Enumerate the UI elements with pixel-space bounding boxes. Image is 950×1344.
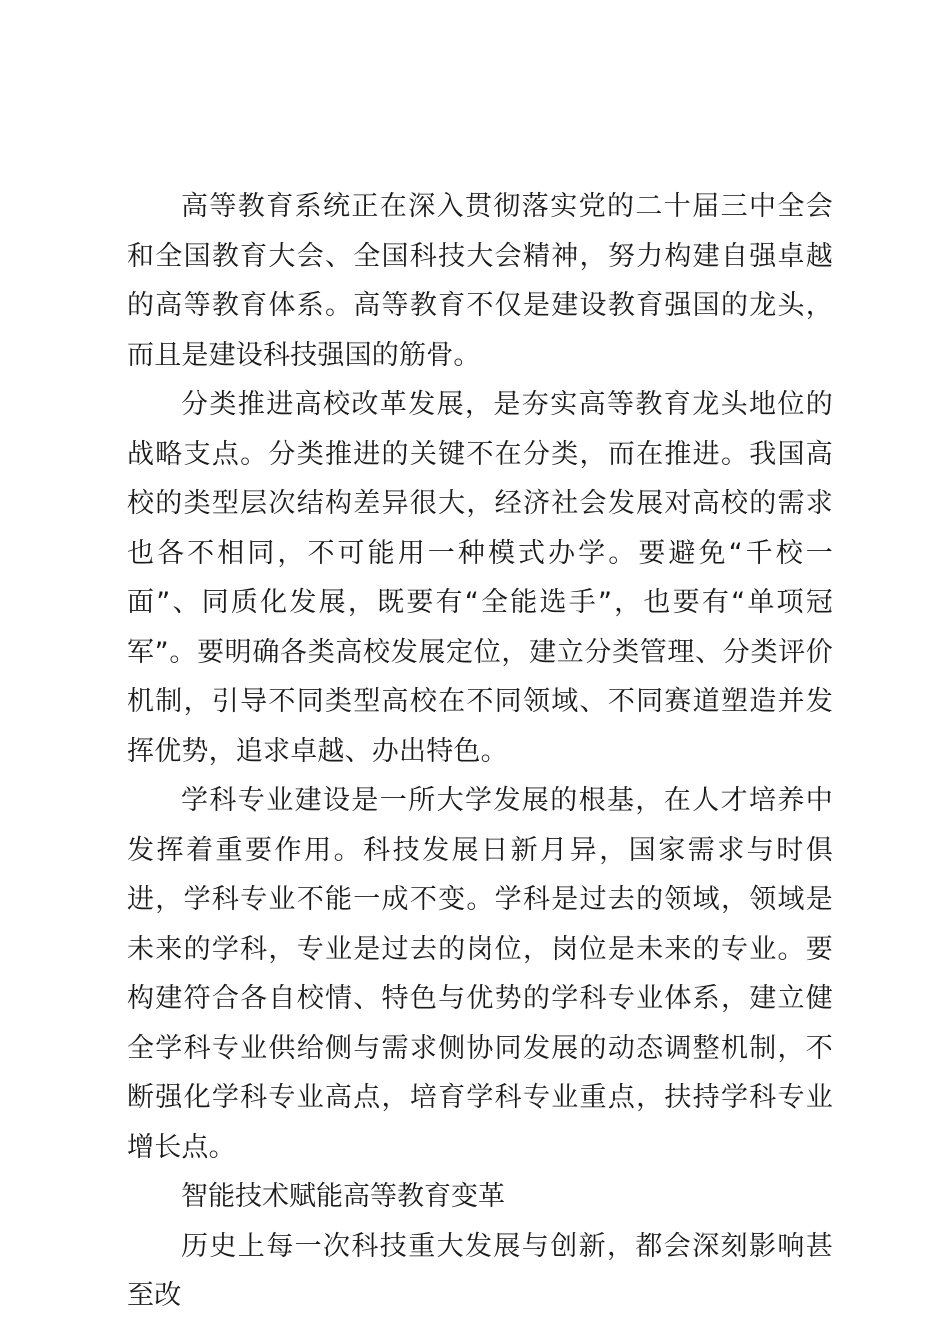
section-heading: 智能技术赋能高等教育变革 xyxy=(181,1181,505,1212)
paragraph-2: 分类推进高校改革发展，是夯实高等教育龙头地位的战略支点。分类推进的关键不在分类，而在推进。我国高校的类型层次结构差异很大，经济社会发展对高校的需求也各不相同，不可能用一种模式办学。要避免“千校一面”、同质化发展，既要有“全能选手”，也要有“单项冠军”。要明确各类高校发展定位，建立分类管理、分类评价机制，引导不同类型高校在不同领域、不同赛道塑造并发挥优势，追求卓越、办出特色。 xyxy=(127,389,833,767)
paragraph-4: 历史上每一次科技重大发展与创新，都会深刻影响甚至改 xyxy=(127,1230,833,1311)
paragraph-3: 学科专业建设是一所大学发展的根基，在人才培养中发挥着重要作用。科技发展日新月异，国家需求与时俱进，学科专业不能一成不变。学科是过去的领域，领域是未来的学科，专业是过去的岗位，岗位是未来的专业。要构建符合各自校情、特色与优势的学科专业体系，建立健全学科专业供给侧与需求侧协同发展的动态调整机制，不断强化学科专业高点，培育学科专业重点，扶持学科专业增长点。 xyxy=(127,785,833,1163)
paragraph-1: 高等教育系统正在深入贯彻落实党的二十届三中全会和全国教育大会、全国科技大会精神，努力构建自强卓越的高等教育体系。高等教育不仅是建设教育强国的龙头，而且是建设科技强国的筋骨。 xyxy=(127,191,833,371)
article-body xyxy=(127,182,833,1321)
